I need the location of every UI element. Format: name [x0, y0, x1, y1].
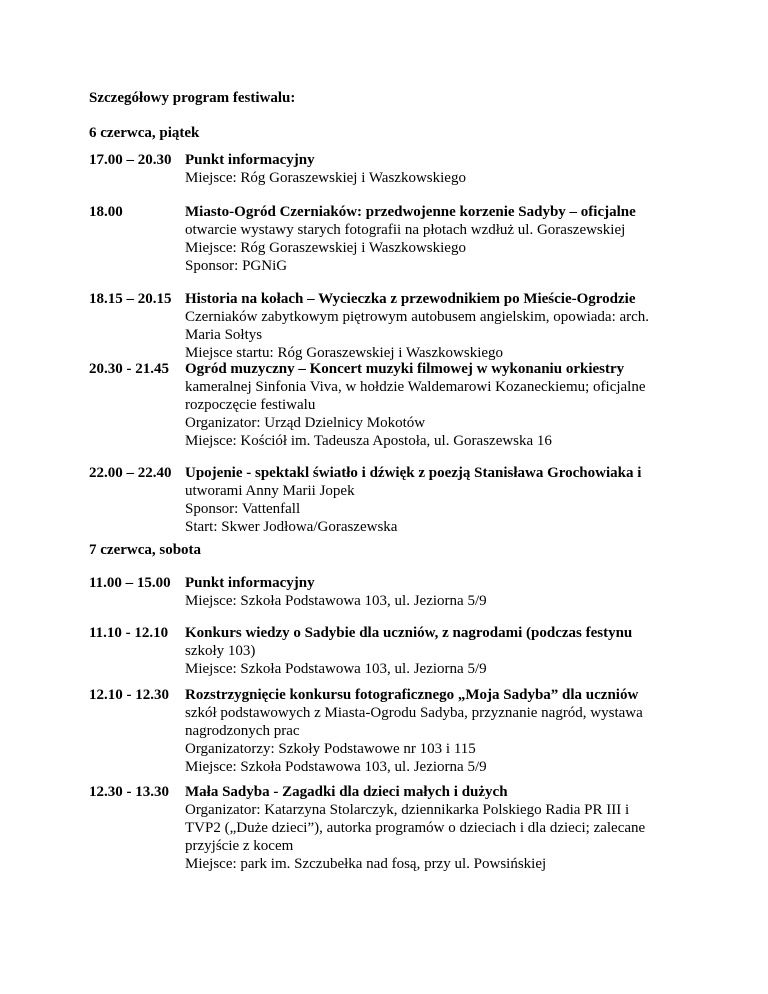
event-detail: Organizator: Urząd Dzielnicy Mokotów	[185, 415, 426, 431]
day-heading-6-june: 6 czerwca, piątek	[89, 125, 200, 141]
event-time: 11.00 – 15.00	[89, 575, 171, 591]
event-body	[185, 686, 705, 776]
event-body	[185, 290, 705, 362]
event-description: otwarcie wystawy starych fotografii na płotach wzdłuż ul. Goraszewskiej	[185, 222, 626, 238]
event-description: szkół podstawowych z Miasta-Ogrodu Sadyba, przyznanie nagród, wystawa	[185, 705, 643, 721]
event-time: 18.15 – 20.15	[89, 291, 172, 307]
event-body	[185, 360, 705, 450]
event-detail: TVP2 („Duże dzieci”), autorka programów o dzieciach i dla dzieci; zalecane	[185, 820, 646, 836]
event-description: kameralnej Sinfonia Viva, w hołdzie Waldemarowi Kozaneckiemu; oficjalne	[185, 379, 646, 395]
event-title: Mała Sadyba - Zagadki dla dzieci małych i dużych	[185, 784, 508, 800]
event-detail: Miejsce: Róg Goraszewskiej i Waszkowskiego	[185, 170, 466, 186]
event-time: 11.10 - 12.10	[89, 625, 169, 641]
event-description: utworami Anny Marii Jopek	[185, 483, 355, 499]
event-time: 22.00 – 22.40	[89, 465, 172, 481]
event-detail: Organizatorzy: Szkoły Podstawowe nr 103 i 115	[185, 741, 476, 757]
event-detail: Miejsce: Kościół im. Tadeusza Apostoła, ul. Goraszewska 16	[185, 433, 552, 449]
event-body	[185, 464, 705, 536]
event-detail: Miejsce: Szkoła Podstawowa 103, ul. Jeziorna 5/9	[185, 661, 487, 677]
event-title: Konkurs wiedzy o Sadybie dla uczniów, z nagrodami (podczas festynu	[185, 625, 633, 641]
event-title: Upojenie - spektakl światło i dźwięk z poezją Stanisława Grochowiaka i	[185, 465, 642, 481]
event-body	[185, 574, 705, 610]
event-time: 20.30 - 21.45	[89, 361, 169, 377]
event-time: 18.00	[89, 204, 123, 220]
event-detail: Sponsor: PGNiG	[185, 258, 288, 274]
event-title: Historia na kołach – Wycieczka z przewodnikiem po Mieście-Ogrodzie	[185, 291, 636, 307]
event-body	[185, 151, 705, 187]
event-detail: Miejsce: Szkoła Podstawowa 103, ul. Jeziorna 5/9	[185, 759, 487, 775]
event-detail: Miejsce startu: Róg Goraszewskiej i Waszkowskiego	[185, 345, 504, 361]
event-description: Czerniaków zabytkowym piętrowym autobusem angielskim, opowiada: arch.	[185, 309, 650, 325]
event-body	[185, 783, 705, 873]
event-description: Maria Sołtys	[185, 327, 263, 343]
event-detail: Organizator: Katarzyna Stolarczyk, dziennikarka Polskiego Radia PR III i	[185, 802, 630, 818]
event-detail: Sponsor: Vattenfall	[185, 501, 301, 517]
event-description: szkoły 103)	[185, 643, 256, 659]
event-detail: Miejsce: Róg Goraszewskiej i Waszkowskiego	[185, 240, 466, 256]
event-body	[185, 624, 705, 678]
event-title: Rozstrzygnięcie konkursu fotograficznego „Moja Sadyba” dla uczniów	[185, 687, 639, 703]
event-time: 17.00 – 20.30	[89, 152, 172, 168]
event-detail: Start: Skwer Jodłowa/Goraszewska	[185, 519, 398, 535]
event-title: Ogród muzyczny – Koncert muzyki filmowej w wykonaniu orkiestry	[185, 361, 625, 377]
event-title: Punkt informacyjny	[185, 575, 315, 591]
event-detail: Miejsce: park im. Szczubełka nad fosą, przy ul. Powsińskiej	[185, 856, 547, 872]
event-time: 12.10 - 12.30	[89, 687, 169, 703]
event-title: Miasto-Ogród Czerniaków: przedwojenne korzenie Sadyby – oficjalne	[185, 204, 636, 220]
event-detail: Miejsce: Szkoła Podstawowa 103, ul. Jeziorna 5/9	[185, 593, 487, 609]
event-body	[185, 203, 705, 275]
event-description: nagrodzonych prac	[185, 723, 300, 739]
event-title: Punkt informacyjny	[185, 152, 315, 168]
day-heading-7-june: 7 czerwca, sobota	[89, 542, 202, 558]
event-time: 12.30 - 13.30	[89, 784, 169, 800]
document-heading: Szczegółowy program festiwalu:	[89, 90, 296, 106]
event-detail: przyjście z kocem	[185, 838, 294, 854]
event-description: rozpoczęcie festiwalu	[185, 397, 316, 413]
